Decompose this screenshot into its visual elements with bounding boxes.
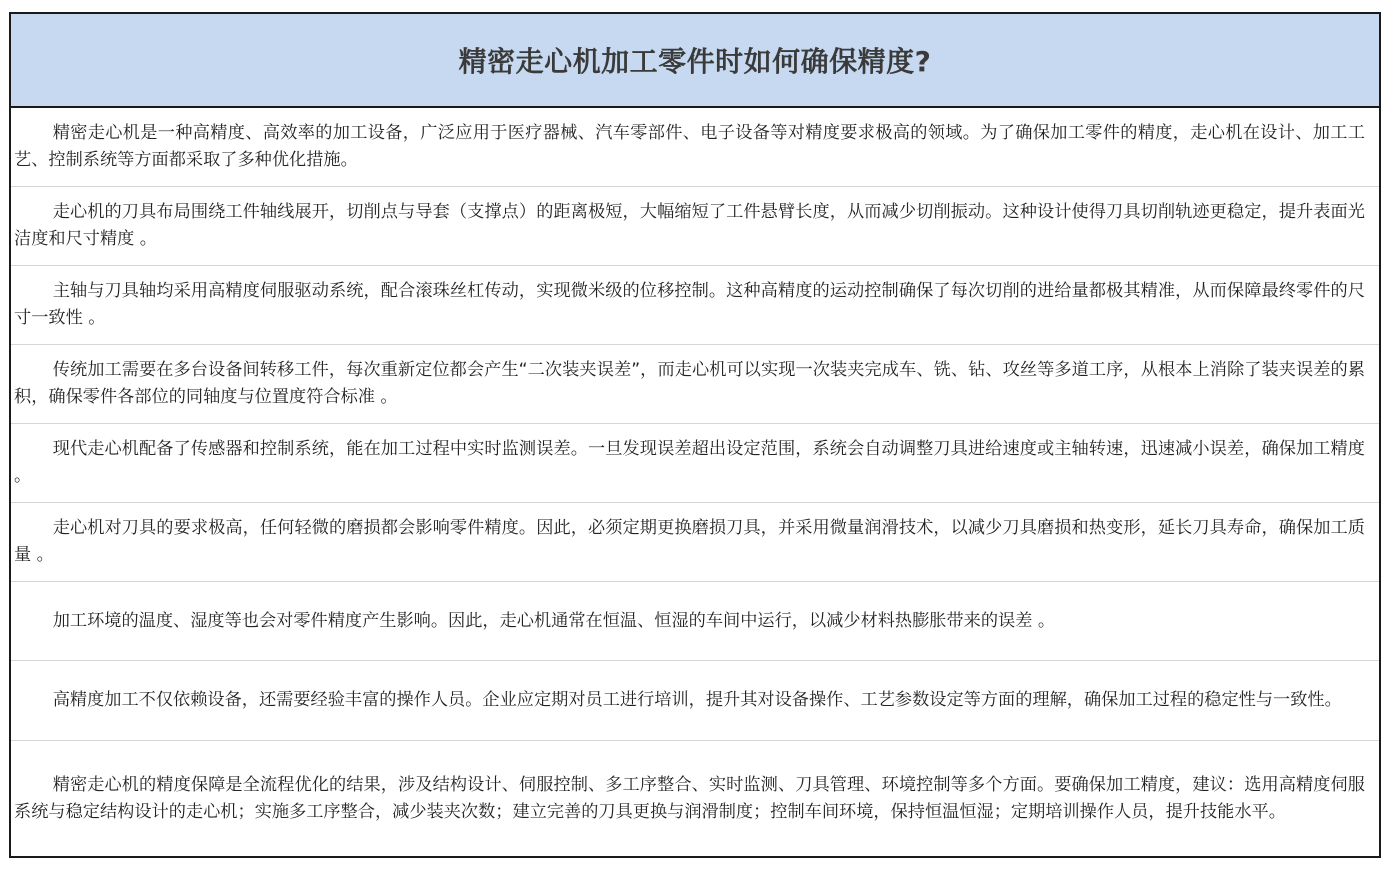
paragraph-text: 精密走心机的精度保障是全流程优化的结果，涉及结构设计、伺服控制、多工序整合、实时监测、刀具管理、环境控制等多个方面。要确保加工精度，建议：选用高精度伺服系统与稳定结构设计的走心机；实施多工序整合，减少装夹次数；建立完善的刀具更换与润滑制度；控制车间环境，保持恒温恒湿；定期培训操作人员，提升技能水平。 <box>14 774 1365 822</box>
paragraph-text: 走心机的刀具布局围绕工件轴线展开，切削点与导套（支撑点）的距离极短，大幅缩短了工件悬臂长度，从而减少切削振动。这种设计使得刀具切削轨迹更稳定，提升表面光洁度和尺寸精度 。 <box>14 202 1365 249</box>
page-title: 精密走心机加工零件时如何确保精度? <box>458 45 932 78</box>
paragraph-text: 走心机对刀具的要求极高，任何轻微的磨损都会影响零件精度。因此，必须定期更换磨损刀具，并采用微量润滑技术，以减少刀具磨损和热变形，延长刀具寿命，确保加工质量 。 <box>14 518 1365 565</box>
paragraph-list <box>11 108 1379 856</box>
paragraph-text: 精密走心机是一种高精度、高效率的加工设备，广泛应用于医疗器械、汽车零部件、电子设备等对精度要求极高的领域。为了确保加工零件的精度，走心机在设计、加工工艺、控制系统等方面都采取了多种优化措施。 <box>14 123 1365 170</box>
paragraph-text: 主轴与刀具轴均采用高精度伺服驱动系统，配合滚珠丝杠传动，实现微米级的位移控制。这种高精度的运动控制确保了每次切削的进给量都极其精准，从而保障最终零件的尺寸一致性 。 <box>14 281 1365 328</box>
paragraph-text: 现代走心机配备了传感器和控制系统，能在加工过程中实时监测误差。一旦发现误差超出设定范围，系统会自动调整刀具进给速度或主轴转速，迅速减小误差，确保加工精度 。 <box>14 439 1365 486</box>
paragraph-row-summary <box>11 741 1379 856</box>
paragraph-row-servo-drive <box>11 266 1379 345</box>
paragraph-row-realtime-monitoring <box>11 424 1379 503</box>
title-header <box>11 14 1379 108</box>
paragraph-row-single-clamping <box>11 345 1379 424</box>
paragraph-text: 高精度加工不仅依赖设备，还需要经验丰富的操作人员。企业应定期对员工进行培训，提升其对设备操作、工艺参数设定等方面的理解，确保加工过程的稳定性与一致性。 <box>52 690 1342 710</box>
paragraph-text: 加工环境的温度、湿度等也会对零件精度产生影响。因此，走心机通常在恒温、恒湿的车间中运行，以减少材料热膨胀带来的误差 。 <box>52 610 1056 631</box>
paragraph-text: 传统加工需要在多台设备间转移工件，每次重新定位都会产生“二次装夹误差”，而走心机可以实现一次装夹完成车、铣、钻、攻丝等多道工序，从根本上消除了装夹误差的累积，确保零件各部位的同轴度与位置度符合标准 。 <box>14 360 1365 407</box>
document-table <box>9 12 1381 858</box>
paragraph-row-tool-management <box>11 503 1379 582</box>
paragraph-row-operator-training <box>11 661 1379 741</box>
paragraph-row-environment <box>11 582 1379 661</box>
paragraph-row-tool-layout <box>11 187 1379 266</box>
paragraph-row-intro <box>11 108 1379 187</box>
